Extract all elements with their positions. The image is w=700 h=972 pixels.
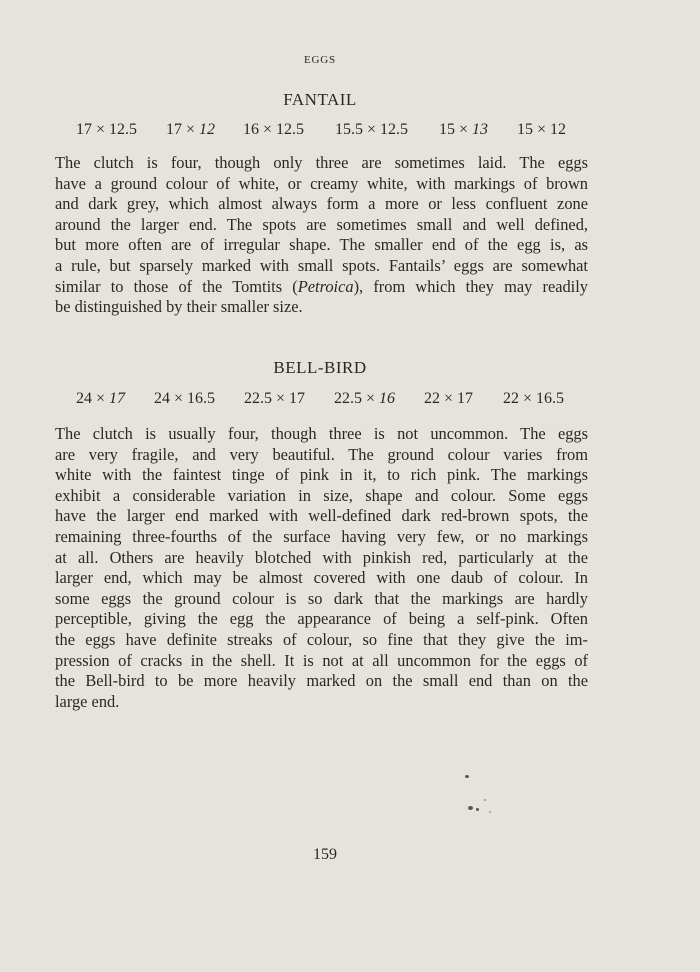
text-line: have the larger end marked with well-defined dark red-brown spots, the	[55, 506, 588, 526]
text-line: white with the faintest tinge of pink in it, to rich pink. The markings	[55, 465, 588, 485]
text-line: larger end, which may be almost covered with one daub of colour. In	[55, 568, 588, 588]
measurement: 17 × 12.5	[76, 121, 138, 138]
measurement: 16 × 12.5	[243, 121, 305, 138]
measurement: 22 × 16.5	[503, 390, 565, 407]
measurement: 22.5 × 16	[334, 390, 396, 407]
text-line: have a ground colour of white, or creamy white, with markings of brown	[55, 173, 588, 193]
text-line: but more often are of irregular shape. The smaller end of the egg is, as	[55, 235, 588, 255]
section-title-fantail: FANTAIL	[283, 90, 357, 109]
text-line: pression of cracks in the shell. It is not at all uncommon for the eggs of	[55, 650, 588, 670]
text-line: the eggs have definite streaks of colour, so fine that they give the im-	[55, 629, 588, 649]
text-line: around the larger end. The spots are sometimes small and well defined,	[55, 214, 588, 234]
measurement: 22.5 × 17	[244, 390, 306, 407]
text-line: at all. Others are heavily blotched with pinkish red, particularly at the	[55, 547, 588, 567]
text-line: large end.	[55, 691, 120, 711]
measurement: 24 × 16.5	[154, 390, 216, 407]
text-line: perceptible, giving the egg the appearance of being a self-pink. Often	[55, 609, 588, 629]
measurement: 15.5 × 12.5	[335, 121, 409, 138]
text-line: some eggs the ground colour is so dark that the markings are hardly	[55, 588, 588, 608]
measurements-bell-bird	[0, 390, 700, 414]
section-title-bell-bird: BELL-BIRD	[273, 358, 367, 377]
measurement: 22 × 17	[424, 390, 474, 407]
text-line: exhibit a considerable variation in size, shape and colour. Some eggs	[55, 485, 588, 505]
measurement: 15 × 13	[439, 121, 489, 138]
text-line: similar to those of the Tomtits (Petroica), from which they may readily	[55, 276, 588, 296]
text-line: a rule, but sparsely marked with small spots. Fantails’ eggs are somewhat	[55, 255, 588, 275]
text-line: The clutch is usually four, though three is not uncommon. The eggs	[55, 424, 588, 443]
text-line: and dark grey, which almost always form a more or less confluent zone	[55, 194, 588, 214]
paragraph-bell-bird	[55, 424, 588, 712]
text-line: the Bell-bird to be more heavily marked on the small end than on the	[55, 671, 588, 691]
running-head: EGGS	[304, 54, 336, 66]
text-line: remaining three-fourths of the surface having very few, or no markings	[55, 526, 588, 546]
page-number: 159	[313, 846, 337, 863]
text-line: be distinguished by their smaller size.	[55, 297, 303, 317]
measurement: 17 × 12	[166, 121, 216, 138]
measurements-fantail	[0, 121, 700, 145]
text-line: are very fragile, and very beautiful. The ground colour varies from	[55, 444, 588, 464]
measurement: 24 × 17	[76, 390, 126, 407]
text-line: The clutch is four, though only three are sometimes laid. The eggs	[55, 153, 588, 172]
paragraph-fantail	[55, 153, 588, 318]
measurement: 15 × 12	[517, 121, 567, 138]
